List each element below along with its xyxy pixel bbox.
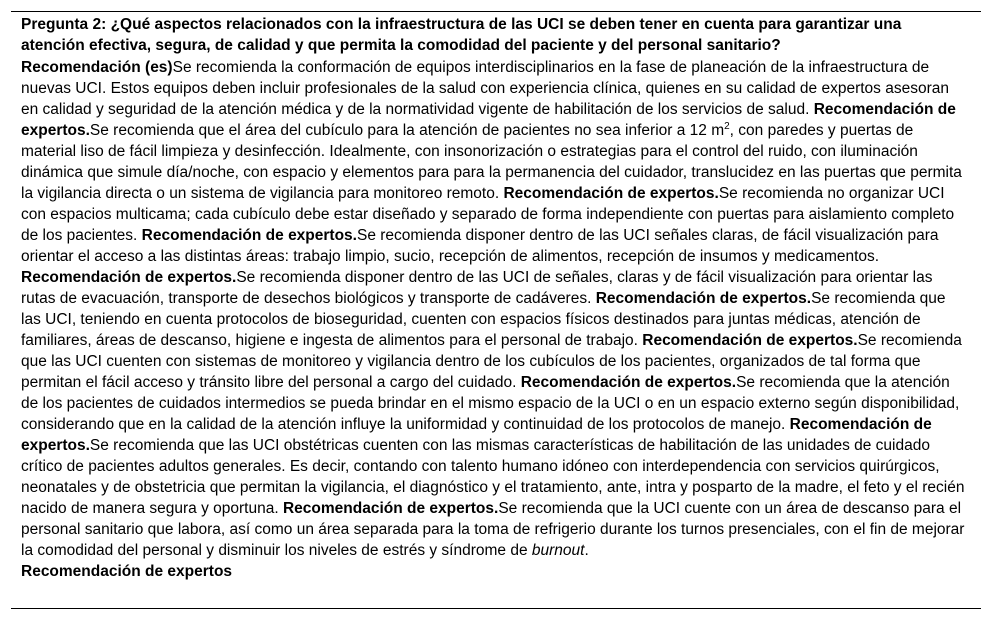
recommendation-label: Recomendación de expertos. [595,290,812,307]
recommendation-table [11,11,981,609]
recommendation-label: Recomendación de expertos. [141,227,357,244]
recommendation-text: Se recomienda que la UCI cuente con un área de descanso para el personal sanitario que labora, así como un área separada para la toma de refrigerio durante los turnos presenciales, con el fin de mejorar la comodidad del personal y disminuir los niveles de estrés y síndrome de [21,500,965,559]
superscript: 2 [724,121,730,132]
recommendation-text: Se recomienda disponer dentro de las UCI señales claras, de fácil visualización para orientar el acceso a las distintas áreas: trabajo limpio, sucio, recepción de alimentos, recepción de insumos y medicamentos. [21,227,939,265]
recommendation-text: Se recomienda que la atención de los pacientes de cuidados intermedios se pueda brindar en el mismo espacio de la UCI o en un espacio externo según disponibilidad, considerando que en la calidad de la atención influye la uniformidad y continuidad de los protocolos de manejo. [21,374,960,433]
recommendation-text: Se recomienda que el área del cubículo para la atención de pacientes no sea inferior a 12 m [89,122,725,139]
recommendations-paragraph [21,57,965,582]
question-heading: Pregunta 2: ¿Qué aspectos relacionados con la infraestructura de las UCI se deben tener en cuenta para garantizar una atención efectiva, segura, de calidad y que permita la comodidad del paciente y del personal sanitario? [21,16,902,54]
recommendation-text: Se recomienda que las UCI obstétricas cuenten con las mismas características de habilitación de las unidades de cuidado crítico de pacientes adultos generales. Es decir, contando con talento humano idóneo con interdependencia con servicios quirúrgicos, neonatales y de obstetricia que permitan la vigilancia, el diagnóstico y el tratamiento, ante, intra y posparto de la madre, el feto y el recién nacido de manera segura y oportuna. [21,437,965,517]
recommendation-text: Se recomienda que las UCI cuenten con sistemas de monitoreo y vigilancia dentro de los cubículos de los pacientes, organizados de tal forma que permitan el fácil acceso y tránsito libre del personal a cargo del cuidado. [21,332,962,391]
recommendation-label: Recomendación de expertos. [520,374,737,391]
recommendation-label: Recomendación de expertos. [21,101,956,139]
recommendation-label: Recomendación de expertos. [282,500,499,517]
recommendation-text: Se recomienda no organizar UCI con espacios multicama; cada cubículo debe estar diseñado y separado de forma independiente con puertas para aislamiento completo de los pacientes. [21,185,955,244]
recommendation-label: Recomendación de expertos. [21,269,237,286]
final-recommendation-label: Recomendación de expertos [21,563,233,580]
recommendation-text: Se recomienda que las UCI, teniendo en cuenta protocolos de bioseguridad, cuenten con espacios físicos destinados para juntas médicas, atención de familiares, áreas de descanso, higiene e ingesta de alimentos para el personal de trabajo. [21,290,946,349]
recommendation-text: Se recomienda disponer dentro de las UCI de señales, claras y de fácil visualización para orientar las rutas de evacuación, transporte de desechos biológicos y transporte de cadáveres. [21,269,933,307]
recommendation-text: , con paredes y puertas de material liso de fácil limpieza y desinfección. Idealmente, con insonorización o estrategias para el control del ruido, con iluminación dinámica que simule día/noche, con espacio y elementos para para la permanencia del cuidador, translucidez en las puertas que permita la vigilancia directa o un sistema de vigilancia para monitoreo remoto. [21,122,962,202]
recommendation-label: Recomendación de expertos. [21,416,932,454]
recommendation-label: Recomendación (es) [21,59,173,76]
recommendation-text: . [584,542,589,559]
recommendation-label: Recomendación de expertos. [642,332,858,349]
recommendation-label: Recomendación de expertos. [503,185,719,202]
table-cell [21,14,965,582]
italic-term: burnout [531,542,585,559]
recommendation-text: Se recomienda la conformación de equipos interdisciplinarios en la fase de planeación de la infraestructura de nuevas UCI. Estos equipos deben incluir profesionales de la salud con experiencia clínica, quienes en su calidad de expertos asesoran en calidad y seguridad de la atención médica y de la normatividad vigente de habilitación de los servicios de salud. [21,59,949,118]
